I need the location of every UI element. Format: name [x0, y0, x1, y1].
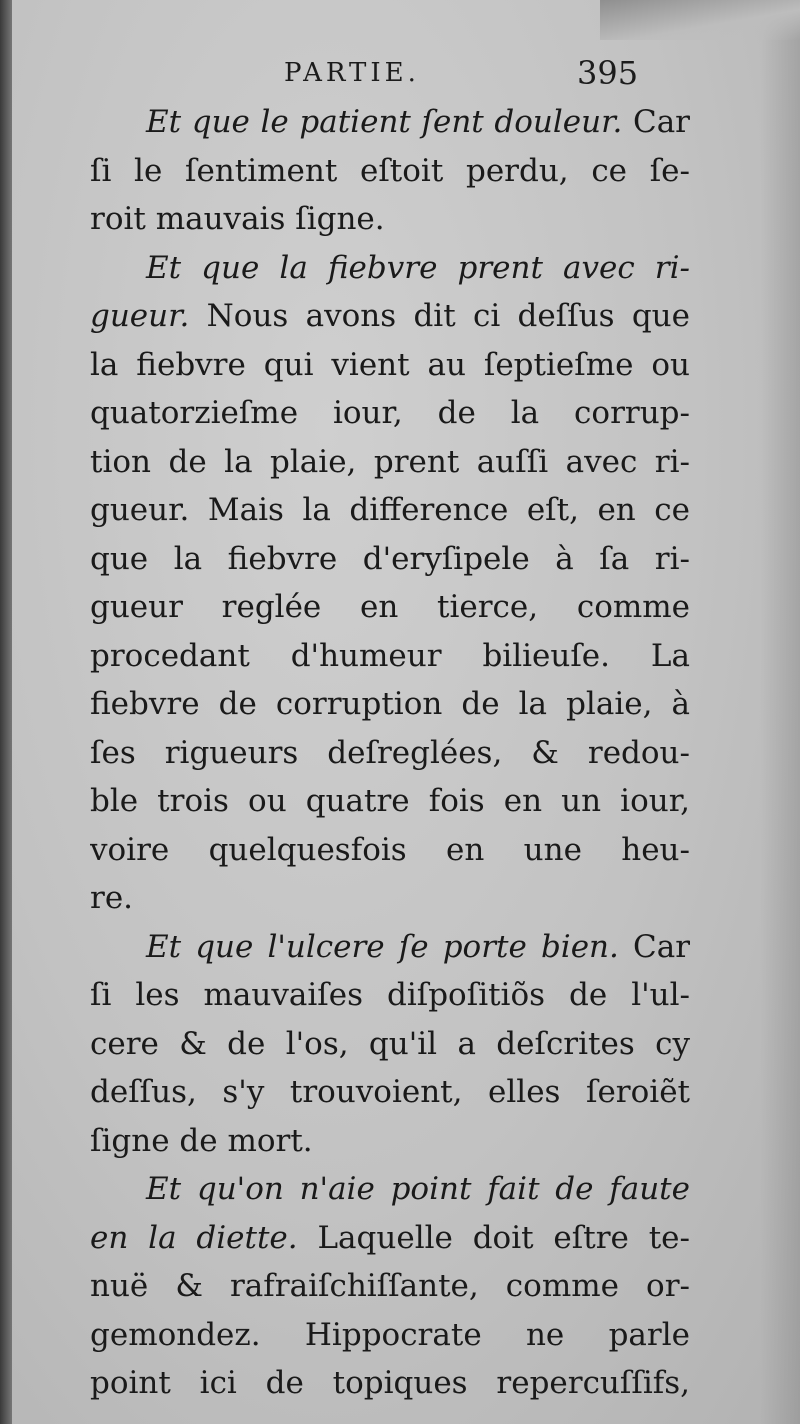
- text-line: [90, 535, 690, 584]
- italic-segment: Et que l'ulcere ſe porte bien.: [146, 928, 619, 965]
- text-segment: nuë & rafraiſchiſſante, comme or-: [90, 1268, 690, 1304]
- text-line: [90, 244, 690, 293]
- text-segment: ſi les mauvaiſes diſpoſitiõs de l'ul-: [90, 977, 690, 1013]
- italic-segment: gueur.: [90, 298, 190, 334]
- text-segment: Nous avons dit ci deſſus que: [189, 298, 690, 334]
- text-segment: tion de la plaie, prent auſſi avec ri-: [90, 443, 690, 480]
- text-segment: gueur reglée en tierce, comme: [90, 589, 690, 625]
- text-line: [90, 777, 690, 826]
- page-header: [12, 54, 800, 98]
- text-line: [90, 438, 690, 487]
- italic-segment: Et que le patient ſent douleur.: [146, 104, 623, 140]
- text-line: [90, 729, 690, 778]
- book-spine-shadow: [0, 0, 12, 1424]
- text-line: [90, 923, 690, 972]
- text-line: [90, 195, 690, 244]
- text-segment: fiebvre de corruption de la plaie, à: [90, 686, 690, 722]
- text-segment: gueur. Mais la difference eſt, en ce: [90, 492, 690, 528]
- text-line: [90, 1068, 690, 1117]
- page-edge-shadow: [760, 0, 800, 1424]
- text-segment: cere & de l'os, qu'il a deſcrites cy: [90, 1025, 690, 1062]
- text-line: [90, 1214, 690, 1263]
- italic-segment: en la diette.: [90, 1219, 298, 1256]
- text-segment: gemondez. Hippocrate ne parle: [90, 1316, 690, 1353]
- book-page: [12, 0, 800, 1424]
- text-line: [90, 1359, 690, 1408]
- text-segment: roit mauvais ſigne.: [90, 201, 385, 237]
- text-line: [90, 341, 690, 390]
- text-line: [90, 971, 690, 1020]
- text-line: [90, 292, 690, 341]
- italic-segment: Et qu'on n'aie point fait de faute: [146, 1171, 690, 1207]
- text-line: [90, 583, 690, 632]
- text-line: [90, 826, 690, 875]
- italic-segment: Et que la fiebvre prent avec ri-: [146, 249, 690, 286]
- text-segment: Car: [618, 928, 690, 965]
- text-segment: que la fiebvre d'eryſipele à ſa ri-: [90, 540, 690, 577]
- text-segment: ſigne de mort.: [90, 1122, 313, 1159]
- text-segment: procedant d'humeur bilieuſe. La: [90, 637, 690, 674]
- text-segment: Laquelle doit eſtre te-: [297, 1219, 690, 1256]
- text-segment: la fiebvre qui vient au ſeptieſme ou: [90, 346, 690, 383]
- page-number: 395: [577, 54, 639, 92]
- text-line: [90, 147, 690, 196]
- text-line: [90, 680, 690, 729]
- text-line: [90, 1262, 690, 1311]
- text-line: [90, 1020, 690, 1069]
- text-segment: Car: [622, 104, 690, 140]
- text-line: [90, 486, 690, 535]
- text-segment: ble trois ou quatre fois en un iour,: [90, 783, 690, 819]
- text-segment: ſi le ſentiment eſtoit perdu, ce ſe-: [90, 152, 690, 189]
- page-corner-fold: [600, 0, 800, 40]
- text-line: [90, 1165, 690, 1214]
- text-segment: quatorzieſme iour, de la corrup-: [90, 395, 690, 431]
- text-segment: re.: [90, 880, 134, 916]
- running-title: PARTIE.: [284, 58, 420, 88]
- text-segment: point ici de topiques repercuſſifs,: [90, 1365, 690, 1401]
- text-segment: voire quelquesfois en une heu-: [90, 831, 690, 868]
- text-segment: deſſus, s'y trouvoient, elles ſeroiẽt: [90, 1074, 690, 1110]
- text-segment: ſes rigueurs deſreglées, & redou-: [90, 734, 690, 771]
- text-line: [90, 98, 690, 147]
- text-line: [90, 874, 690, 923]
- text-line: [90, 632, 690, 681]
- body-text: [90, 98, 690, 1408]
- text-line: [90, 1117, 690, 1166]
- text-line: [90, 1311, 690, 1360]
- text-line: [90, 389, 690, 438]
